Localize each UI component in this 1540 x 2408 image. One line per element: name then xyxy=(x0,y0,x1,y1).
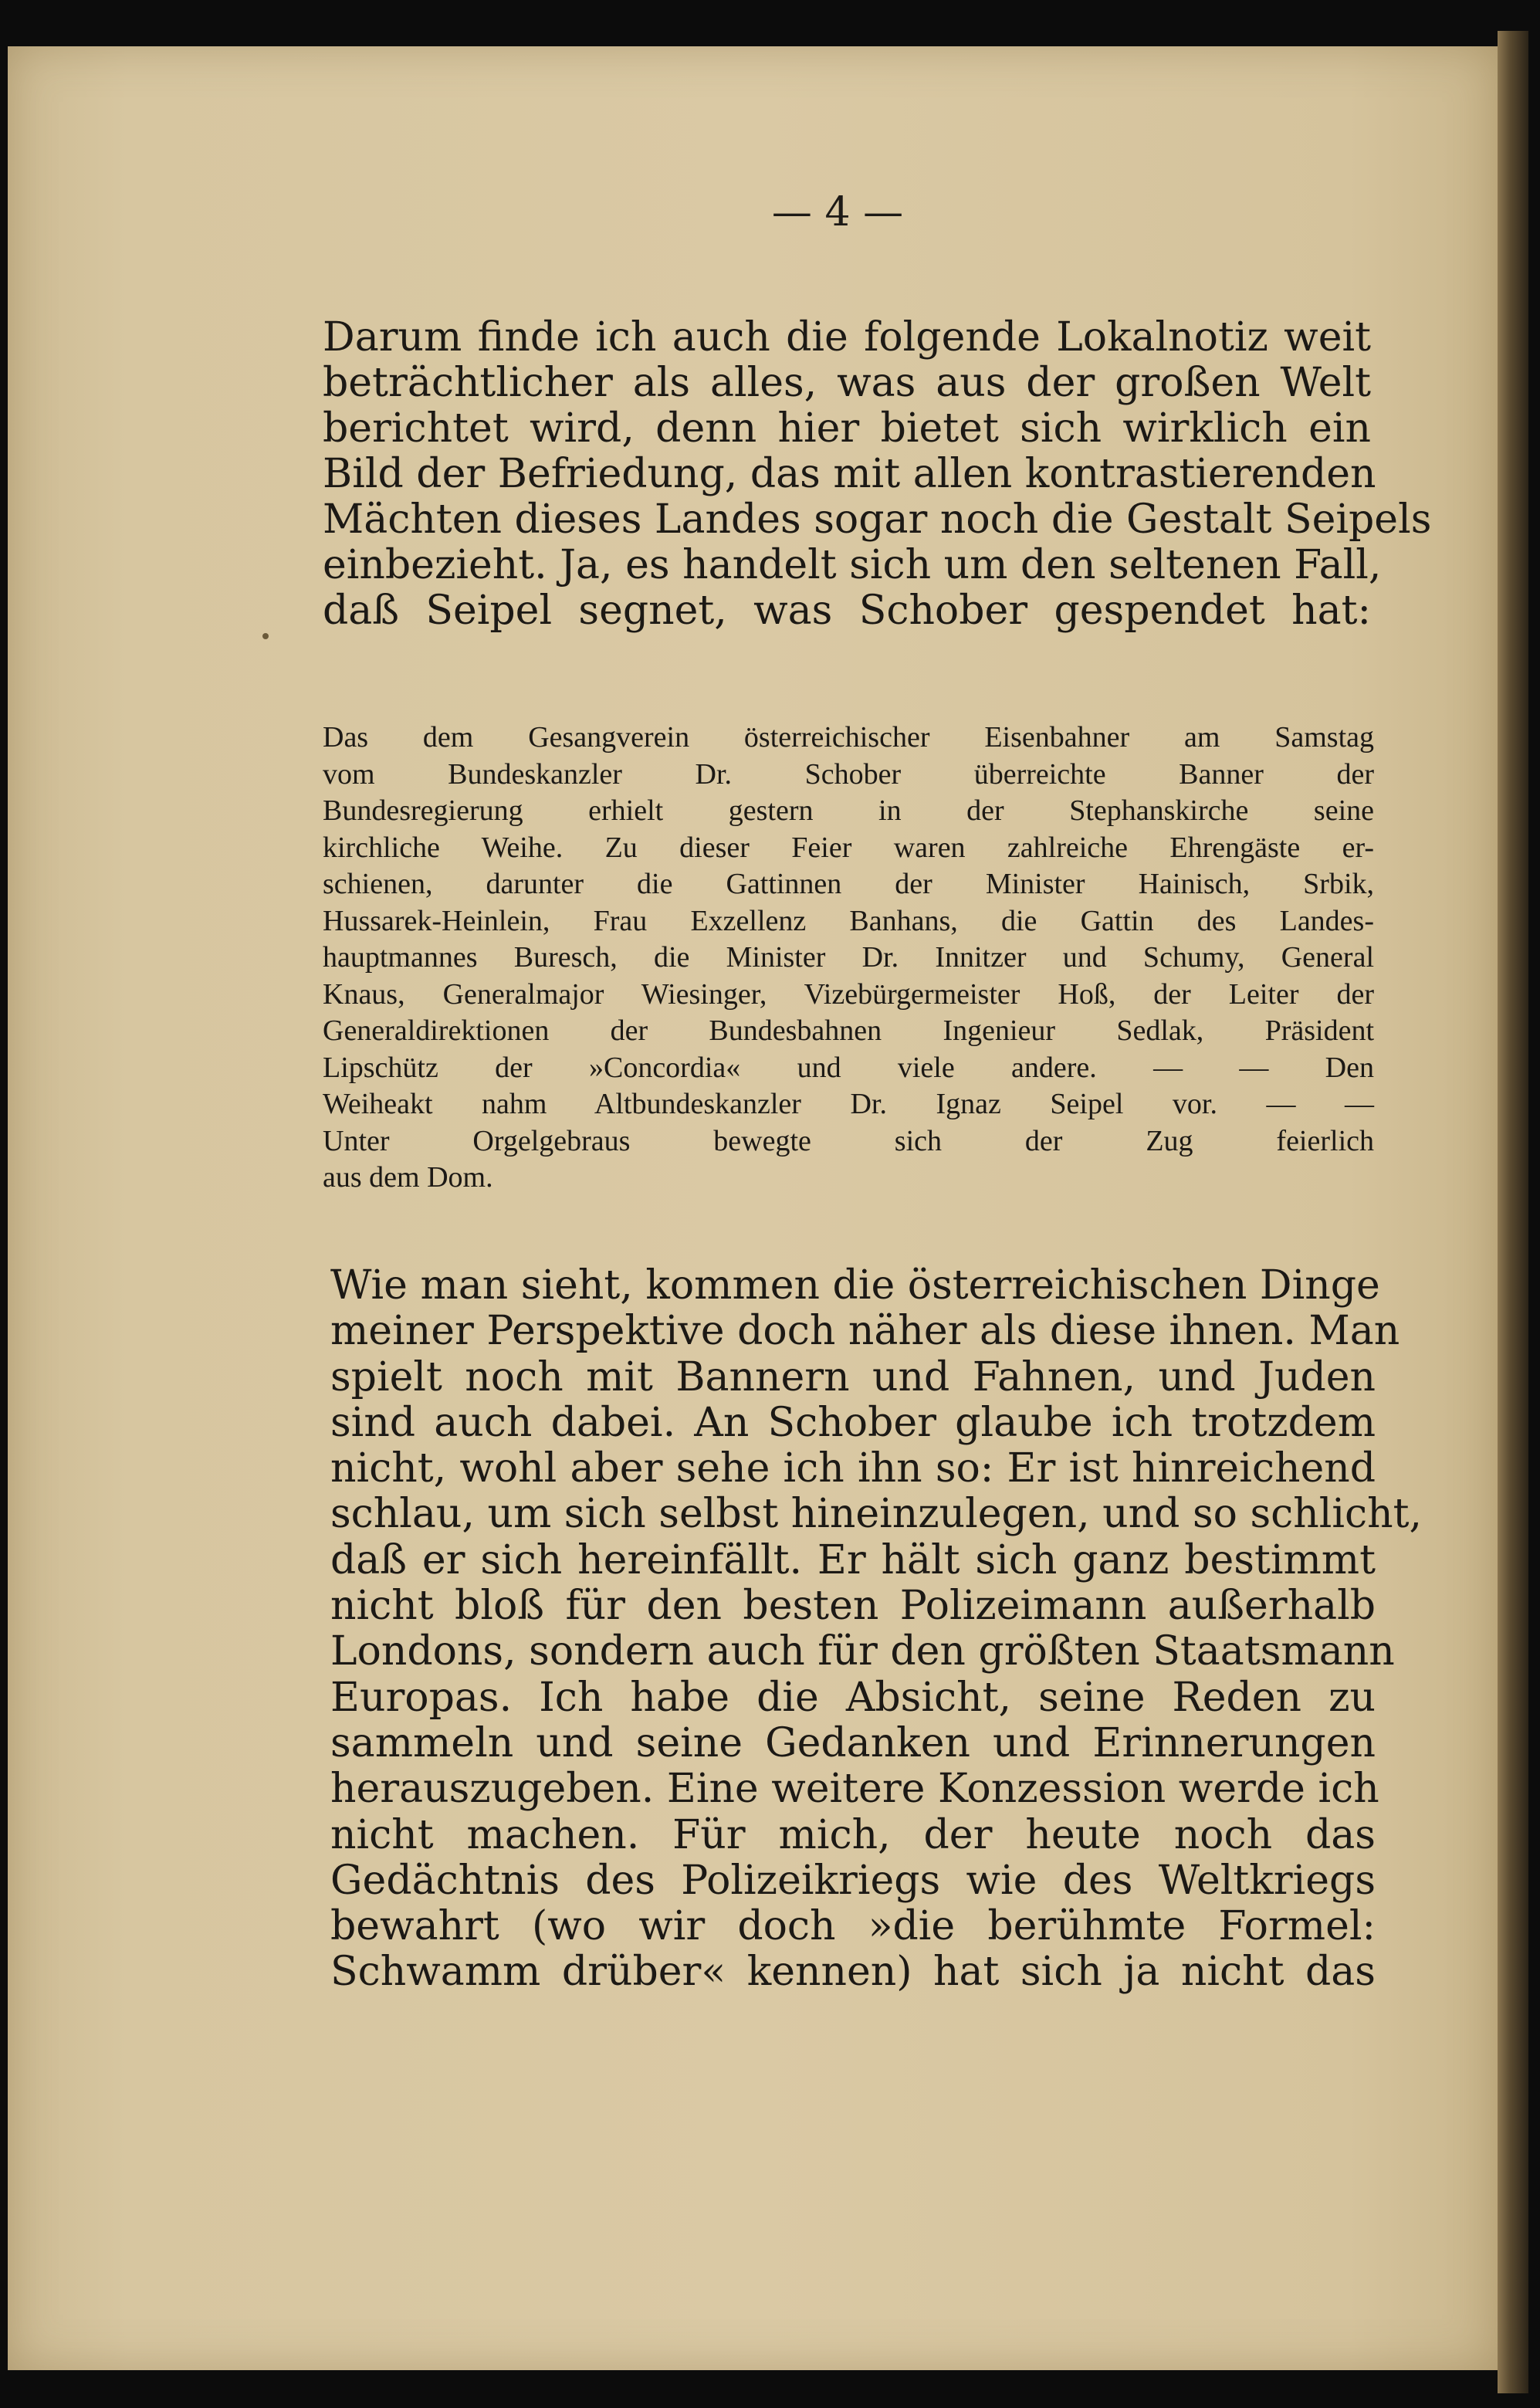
notice-line: Bundesregierung erhielt gestern in der Stephanskirche seine xyxy=(323,794,1374,827)
text-line: nicht machen. Für mich, der heute noch das xyxy=(330,1811,1376,1858)
notice-line: vom Bundeskanzler Dr. Schober überreichte Banner der xyxy=(323,757,1374,791)
paper-speck xyxy=(262,633,269,639)
notice-line: kirchliche Weihe. Zu dieser Feier waren zahlreiche Ehrengäste er- xyxy=(323,831,1374,864)
notice-line: Generaldirektionen der Bundesbahnen Ingenieur Sedlak, Präsident xyxy=(323,1014,1374,1047)
text-line: Mächten dieses Landes sogar noch die Gestalt Seipels xyxy=(323,496,1432,543)
text-line: nicht bloß für den besten Polizeimann außerhalb xyxy=(330,1583,1376,1630)
text-line: Gedächtnis des Polizeikriegs wie des Weltkriegs xyxy=(330,1857,1376,1904)
notice-line: Knaus, Generalmajor Wiesinger, Vizebürgermeister Hoß, der Leiter der xyxy=(323,977,1374,1011)
book-spine xyxy=(1498,31,1528,2393)
quoted-news-notice xyxy=(323,720,1374,1197)
notice-line: aus dem Dom. xyxy=(323,1161,493,1194)
text-line: nicht, wohl aber sehe ich ihn so: Er ist hinreichend xyxy=(330,1445,1376,1492)
text-line: sammeln und seine Gedanken und Erinnerungen xyxy=(330,1719,1376,1766)
notice-line: Das dem Gesangverein österreichischer Eisenbahner am Samstag xyxy=(323,721,1374,754)
main-paragraph xyxy=(330,1262,1423,1996)
text-line: berichtet wird, denn hier bietet sich wirklich ein xyxy=(323,405,1371,452)
notice-line: schienen, darunter die Gattinnen der Minister Hainisch, Srbik, xyxy=(323,868,1374,900)
notice-line: Unter Orgelgebraus bewegte sich der Zug feierlich xyxy=(323,1124,1374,1157)
text-line: daß Seipel segnet, was Schober gespendet hat: xyxy=(323,588,1371,634)
notice-line: Weiheakt nahm Altbundeskanzler Dr. Ignaz Seipel vor. — — xyxy=(323,1088,1374,1120)
text-line: sind auch dabei. An Schober glaube ich trotzdem xyxy=(330,1399,1376,1446)
text-line: beträchtlicher als alles, was aus der großen Welt xyxy=(323,360,1371,406)
text-line: Schwamm drüber« kennen) hat sich ja nicht das xyxy=(330,1949,1376,1996)
text-line: Bild der Befriedung, das mit allen kontrastierenden xyxy=(323,451,1376,497)
notice-line: Lipschütz der »Concordia« und viele andere. — — Den xyxy=(323,1051,1374,1084)
notice-line: Hussarek-Heinlein, Frau Exzellenz Banhans, die Gattin des Landes- xyxy=(323,904,1374,937)
text-line: Europas. Ich habe die Absicht, seine Reden zu xyxy=(330,1674,1376,1721)
text-line: Wie man sieht, kommen die österreichischen Dinge xyxy=(330,1262,1380,1309)
text-line: einbezieht. Ja, es handelt sich um den seltenen Fall, xyxy=(323,542,1382,588)
text-line: Londons, sondern auch für den größten Staatsmann xyxy=(330,1628,1395,1675)
text-line: schlau, um sich selbst hineinzulegen, und so schlicht, xyxy=(330,1491,1423,1538)
text-line: bewahrt (wo wir doch »die berühmte Formel: xyxy=(330,1903,1376,1950)
intro-paragraph xyxy=(323,314,1432,634)
text-line: meiner Perspektive doch näher als diese ihnen. Man xyxy=(330,1308,1400,1355)
notice-line: hauptmannes Buresch, die Minister Dr. Innitzer und Schumy, General xyxy=(323,941,1374,974)
text-line: daß er sich hereinfällt. Er hält sich ganz bestimmt xyxy=(330,1536,1376,1583)
page-number: — 4 — xyxy=(771,189,904,235)
text-line: Darum finde ich auch die folgende Lokalnotiz weit xyxy=(323,314,1371,361)
text-line: spielt noch mit Bannern und Fahnen, und Juden xyxy=(330,1353,1376,1400)
text-line: herauszugeben. Eine weitere Konzession werde ich xyxy=(330,1766,1379,1813)
